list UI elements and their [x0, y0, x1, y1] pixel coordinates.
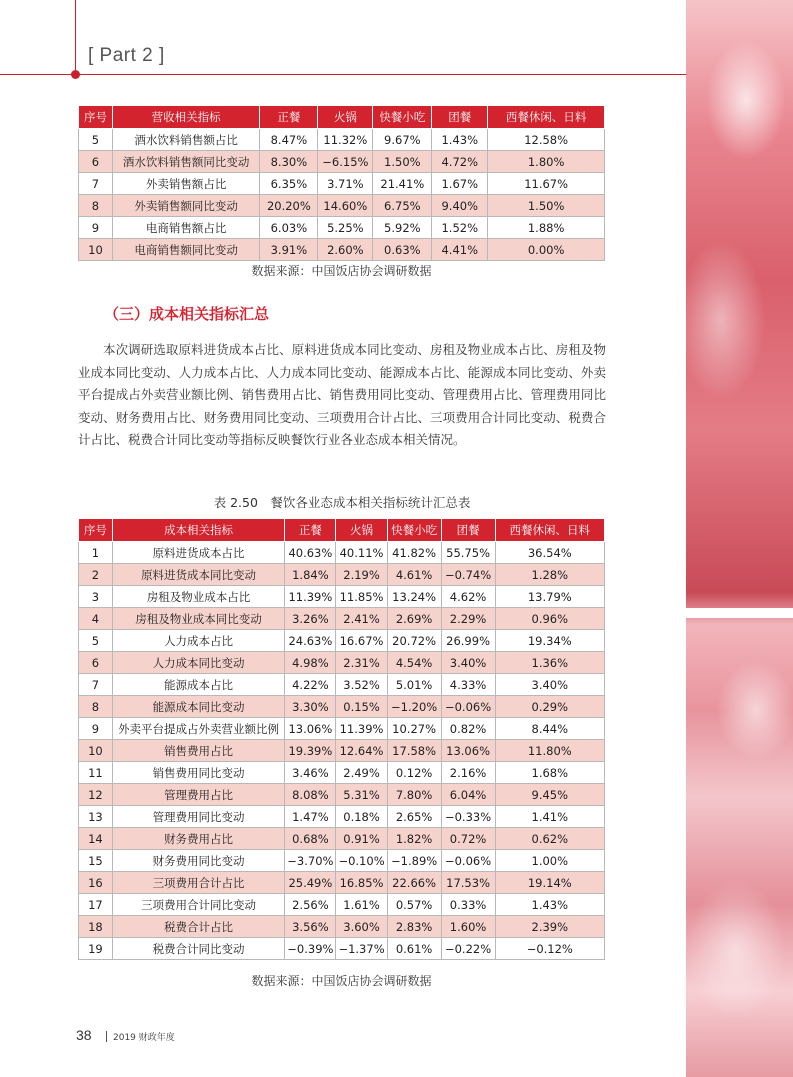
- table-cell: 6.35%: [260, 173, 318, 195]
- table-cell: 能源成本同比变动: [112, 696, 284, 718]
- table-cell: 管理费用占比: [112, 784, 284, 806]
- table-cell: 3.40%: [495, 674, 604, 696]
- table-cell: 9.40%: [432, 195, 488, 217]
- table-cell: 1.88%: [488, 217, 605, 239]
- table-cell: −0.39%: [285, 938, 336, 960]
- table-cell: 20.20%: [260, 195, 318, 217]
- table-cell: 9.67%: [373, 129, 432, 151]
- table-cell: 4.98%: [285, 652, 336, 674]
- table-cell: 2.39%: [495, 916, 604, 938]
- table-row: [79, 784, 605, 806]
- table1-source: 数据来源：中国饭店协会调研数据: [251, 264, 432, 278]
- table-cell: 1.84%: [285, 564, 336, 586]
- table-cell: 10: [79, 239, 113, 261]
- table-cell: 4.61%: [387, 564, 441, 586]
- table-cell: −0.33%: [441, 806, 495, 828]
- column-header: 成本相关指标: [112, 519, 284, 542]
- table-cell: 40.11%: [336, 542, 387, 564]
- table-cell: 外卖销售额占比: [112, 173, 259, 195]
- table-cell: 4: [79, 608, 113, 630]
- table-cell: 0.63%: [373, 239, 432, 261]
- table-cell: 房租及物业成本占比: [112, 586, 284, 608]
- table-cell: 2: [79, 564, 113, 586]
- table-cell: 电商销售额占比: [112, 217, 259, 239]
- table-cell: −1.37%: [336, 938, 387, 960]
- header-horizontal-rule: [0, 74, 686, 75]
- table-cell: 21.41%: [373, 173, 432, 195]
- table-cell: 1.00%: [495, 850, 604, 872]
- table-cell: 22.66%: [387, 872, 441, 894]
- table-cell: 1.43%: [495, 894, 604, 916]
- table-cell: 外卖销售额同比变动: [112, 195, 259, 217]
- table-cell: 2.19%: [336, 564, 387, 586]
- table-cell: 9: [79, 718, 113, 740]
- table-cell: 4.33%: [441, 674, 495, 696]
- column-header: 正餐: [285, 519, 336, 542]
- table-cell: 6: [79, 652, 113, 674]
- table-cell: 0.82%: [441, 718, 495, 740]
- table-cell: 18: [79, 916, 113, 938]
- page-number: 38: [76, 1027, 92, 1043]
- table-cell: 9: [79, 217, 113, 239]
- table-row: [79, 239, 605, 261]
- table-cell: 7: [79, 173, 113, 195]
- table-cell: 3.52%: [336, 674, 387, 696]
- table-cell: 0.15%: [336, 696, 387, 718]
- table-cell: 税费合计占比: [112, 916, 284, 938]
- table-cell: 2.49%: [336, 762, 387, 784]
- table-cell: 9.45%: [495, 784, 604, 806]
- table-cell: 11.39%: [336, 718, 387, 740]
- table-cell: 5.01%: [387, 674, 441, 696]
- table-cell: 外卖平台提成占外卖营业额比例: [112, 718, 284, 740]
- table-cell: 1.61%: [336, 894, 387, 916]
- table-cell: 0.61%: [387, 938, 441, 960]
- table-cell: 0.33%: [441, 894, 495, 916]
- table-cell: 3.46%: [285, 762, 336, 784]
- side-decorative-photo: [686, 0, 793, 1077]
- table-cell: 7.80%: [387, 784, 441, 806]
- table-cell: 能源成本占比: [112, 674, 284, 696]
- table-cell: 三项费用合计同比变动: [112, 894, 284, 916]
- table-cell: 12.64%: [336, 740, 387, 762]
- table-row: [79, 151, 605, 173]
- table-row: [79, 217, 605, 239]
- table-cell: 原料进货成本占比: [112, 542, 284, 564]
- table-cell: 3.71%: [318, 173, 373, 195]
- table-cell: −1.89%: [387, 850, 441, 872]
- column-header: 团餐: [441, 519, 495, 542]
- table-cell: 10: [79, 740, 113, 762]
- table-row: [79, 762, 605, 784]
- table-cell: 财务费用占比: [112, 828, 284, 850]
- table-row: [79, 828, 605, 850]
- table-cell: 0.68%: [285, 828, 336, 850]
- table-cell: 2.65%: [387, 806, 441, 828]
- table-cell: 2.31%: [336, 652, 387, 674]
- table-cell: 12.58%: [488, 129, 605, 151]
- table-cell: 13.06%: [285, 718, 336, 740]
- table-cell: 1.41%: [495, 806, 604, 828]
- part-label: [ Part 2 ]: [88, 45, 165, 66]
- table-cell: 4.41%: [432, 239, 488, 261]
- table-row: [79, 894, 605, 916]
- table-row: [79, 586, 605, 608]
- column-header: 火锅: [336, 519, 387, 542]
- column-header: 团餐: [432, 106, 488, 129]
- table-cell: 17: [79, 894, 113, 916]
- table-row: [79, 195, 605, 217]
- table-cell: 3.40%: [441, 652, 495, 674]
- table-cell: 3.91%: [260, 239, 318, 261]
- table-cell: 6.03%: [260, 217, 318, 239]
- header-dot: [71, 70, 80, 79]
- table-cell: 8.08%: [285, 784, 336, 806]
- table-cell: −6.15%: [318, 151, 373, 173]
- table-cell: 15: [79, 850, 113, 872]
- table-cell: 14: [79, 828, 113, 850]
- table-cell: 5: [79, 129, 113, 151]
- table-cell: 财务费用同比变动: [112, 850, 284, 872]
- table-cell: 5: [79, 630, 113, 652]
- table-row: [79, 872, 605, 894]
- table-row: [79, 129, 605, 151]
- table-cell: 11.32%: [318, 129, 373, 151]
- table-cell: 13.24%: [387, 586, 441, 608]
- column-header: 序号: [79, 106, 113, 129]
- header-vertical-rule: [75, 0, 76, 75]
- table-cell: 2.60%: [318, 239, 373, 261]
- table-cell: 0.57%: [387, 894, 441, 916]
- table-cell: 55.75%: [441, 542, 495, 564]
- table-cell: 0.18%: [336, 806, 387, 828]
- table-row: [79, 674, 605, 696]
- column-header: 正餐: [260, 106, 318, 129]
- table-cell: 原料进货成本同比变动: [112, 564, 284, 586]
- column-header: 火锅: [318, 106, 373, 129]
- table-row: [79, 938, 605, 960]
- table-cell: 3.56%: [285, 916, 336, 938]
- column-header: 营收相关指标: [112, 106, 259, 129]
- table-row: [79, 806, 605, 828]
- table-cell: 11.85%: [336, 586, 387, 608]
- table-cell: 1.82%: [387, 828, 441, 850]
- table-cell: 酒水饮料销售额同比变动: [112, 151, 259, 173]
- table-cell: 20.72%: [387, 630, 441, 652]
- table-cell: 0.00%: [488, 239, 605, 261]
- table-cell: 1.50%: [488, 195, 605, 217]
- section-title: （三）成本相关指标汇总: [104, 305, 270, 323]
- table-cell: 0.72%: [441, 828, 495, 850]
- table-cell: 人力成本同比变动: [112, 652, 284, 674]
- table-cell: 36.54%: [495, 542, 604, 564]
- table-cell: 19: [79, 938, 113, 960]
- table-cell: 17.58%: [387, 740, 441, 762]
- table-row: [79, 564, 605, 586]
- table-cell: 12: [79, 784, 113, 806]
- table-cell: 16.85%: [336, 872, 387, 894]
- table-cell: 26.99%: [441, 630, 495, 652]
- cost-indicators-table: [78, 518, 605, 960]
- table-cell: 人力成本占比: [112, 630, 284, 652]
- table-cell: 2.29%: [441, 608, 495, 630]
- table-cell: 销售费用同比变动: [112, 762, 284, 784]
- column-header: 快餐小吃: [373, 106, 432, 129]
- table-cell: 17.53%: [441, 872, 495, 894]
- table-cell: 4.54%: [387, 652, 441, 674]
- table-row: [79, 652, 605, 674]
- table-cell: 5.31%: [336, 784, 387, 806]
- table-cell: 1.80%: [488, 151, 605, 173]
- table-cell: 11: [79, 762, 113, 784]
- table-cell: 13.79%: [495, 586, 604, 608]
- table-cell: 1.36%: [495, 652, 604, 674]
- column-header: 西餐休闲、日料: [488, 106, 605, 129]
- table-row: [79, 696, 605, 718]
- table-cell: 16.67%: [336, 630, 387, 652]
- revenue-indicators-table: [78, 105, 605, 261]
- table-cell: 房租及物业成本同比变动: [112, 608, 284, 630]
- table-cell: 1.50%: [373, 151, 432, 173]
- table-cell: 24.63%: [285, 630, 336, 652]
- table-cell: −0.10%: [336, 850, 387, 872]
- table-cell: 8.47%: [260, 129, 318, 151]
- table-cell: 11.67%: [488, 173, 605, 195]
- table-cell: −0.74%: [441, 564, 495, 586]
- table-cell: −1.20%: [387, 696, 441, 718]
- table-cell: 1.47%: [285, 806, 336, 828]
- table-cell: 8: [79, 195, 113, 217]
- table-row: [79, 850, 605, 872]
- table-cell: 销售费用占比: [112, 740, 284, 762]
- table-cell: 4.62%: [441, 586, 495, 608]
- table-cell: 1.68%: [495, 762, 604, 784]
- table-cell: 19.14%: [495, 872, 604, 894]
- table-cell: 3: [79, 586, 113, 608]
- table-header-row: [79, 519, 605, 542]
- table-cell: 41.82%: [387, 542, 441, 564]
- table-cell: 0.91%: [336, 828, 387, 850]
- table-cell: 16: [79, 872, 113, 894]
- table-cell: 8.44%: [495, 718, 604, 740]
- table-cell: 3.30%: [285, 696, 336, 718]
- table-cell: 1.67%: [432, 173, 488, 195]
- table-cell: 19.34%: [495, 630, 604, 652]
- table-cell: 14.60%: [318, 195, 373, 217]
- table-cell: −0.06%: [441, 696, 495, 718]
- table-cell: −0.12%: [495, 938, 604, 960]
- table-cell: 11.39%: [285, 586, 336, 608]
- section-paragraph: 本次调研选取原料进货成本占比、原料进货成本同比变动、房租及物业成本占比、房租及物业成本同比变动、人力成本占比、人力成本同比变动、能源成本占比、能源成本同比变动、外卖平台提成占外卖营业额比例、销售费用占比、销售费用同比变动、管理费用占比、管理费用同比变动、财务费用占比、财务费用同比变动、三项费用合计占比、三项费用合计同比变动、税费合计占比、税费合计同比变动等指标反映餐饮行业各业态成本相关情况。: [78, 342, 606, 448]
- table-cell: 25.49%: [285, 872, 336, 894]
- table-cell: 2.69%: [387, 608, 441, 630]
- table-cell: 1.43%: [432, 129, 488, 151]
- column-header: 序号: [79, 519, 113, 542]
- table-cell: 电商销售额同比变动: [112, 239, 259, 261]
- table-row: [79, 630, 605, 652]
- table-cell: 0.62%: [495, 828, 604, 850]
- table-cell: 6.75%: [373, 195, 432, 217]
- table-cell: 1.52%: [432, 217, 488, 239]
- table-cell: 11.80%: [495, 740, 604, 762]
- table-cell: 2.83%: [387, 916, 441, 938]
- table-cell: 2.16%: [441, 762, 495, 784]
- table2-source: 数据来源：中国饭店协会调研数据: [251, 974, 432, 988]
- table-cell: 6: [79, 151, 113, 173]
- table-header-row: [79, 106, 605, 129]
- table-cell: 5.25%: [318, 217, 373, 239]
- table-cell: 8.30%: [260, 151, 318, 173]
- table-cell: 19.39%: [285, 740, 336, 762]
- table-row: [79, 740, 605, 762]
- table-cell: 4.22%: [285, 674, 336, 696]
- table-cell: 5.92%: [373, 217, 432, 239]
- table-cell: 3.26%: [285, 608, 336, 630]
- table-cell: 0.12%: [387, 762, 441, 784]
- table-cell: 1: [79, 542, 113, 564]
- table-cell: −0.22%: [441, 938, 495, 960]
- table-cell: 0.29%: [495, 696, 604, 718]
- table-cell: 2.41%: [336, 608, 387, 630]
- table-cell: 管理费用同比变动: [112, 806, 284, 828]
- table-row: [79, 542, 605, 564]
- table-cell: 10.27%: [387, 718, 441, 740]
- table-cell: 酒水饮料销售额占比: [112, 129, 259, 151]
- table-cell: 0.96%: [495, 608, 604, 630]
- table-cell: 6.04%: [441, 784, 495, 806]
- table-cell: 40.63%: [285, 542, 336, 564]
- table-row: [79, 608, 605, 630]
- table-cell: 1.28%: [495, 564, 604, 586]
- table-row: [79, 718, 605, 740]
- table-cell: 13: [79, 806, 113, 828]
- column-header: 快餐小吃: [387, 519, 441, 542]
- table-cell: 7: [79, 674, 113, 696]
- table-cell: 13.06%: [441, 740, 495, 762]
- footer-separator: [106, 1031, 107, 1042]
- table-row: [79, 173, 605, 195]
- column-header: 西餐休闲、日料: [495, 519, 604, 542]
- table-cell: 4.72%: [432, 151, 488, 173]
- table-cell: 税费合计同比变动: [112, 938, 284, 960]
- table2-title: 表 2.50 餐饮各业态成本相关指标统计汇总表: [213, 495, 471, 510]
- table-cell: 三项费用合计占比: [112, 872, 284, 894]
- table-cell: 8: [79, 696, 113, 718]
- table-cell: −3.70%: [285, 850, 336, 872]
- table-cell: −0.06%: [441, 850, 495, 872]
- table-cell: 3.60%: [336, 916, 387, 938]
- publication-label: 2019 财政年度: [113, 1033, 175, 1043]
- table-row: [79, 916, 605, 938]
- table-cell: 1.60%: [441, 916, 495, 938]
- table-cell: 2.56%: [285, 894, 336, 916]
